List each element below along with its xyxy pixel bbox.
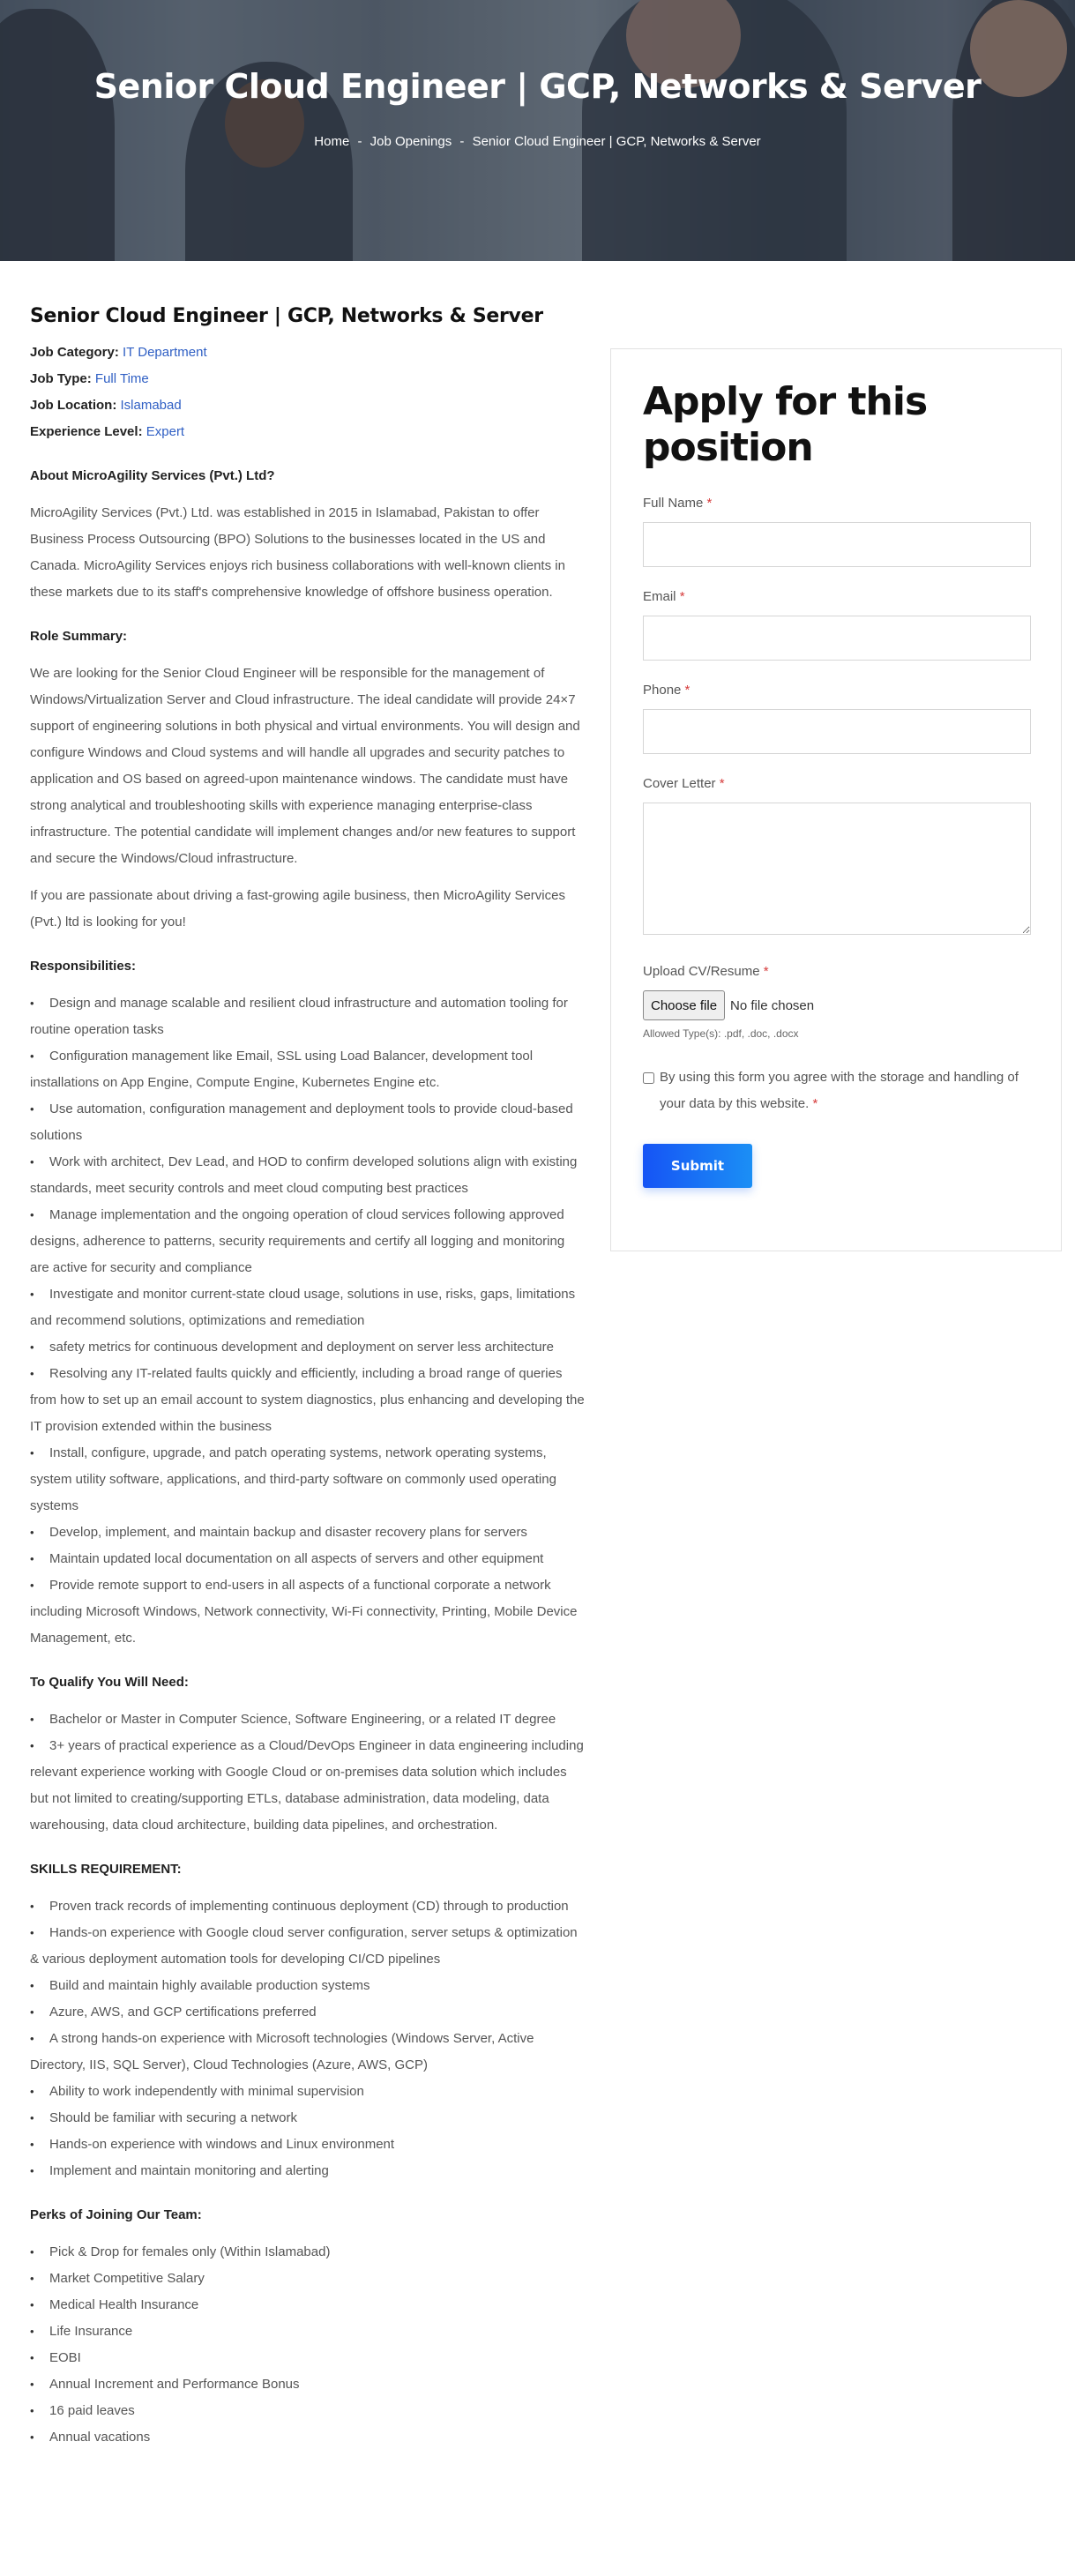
bullet-icon: • [30, 2164, 34, 2177]
job-type-label: Job Type: [30, 371, 92, 386]
list-item [30, 1920, 586, 1973]
qualifications-heading: To Qualify You Will Need: [30, 1675, 189, 1690]
list-item-text: EOBI [49, 2350, 81, 2365]
full-name-label-text: Full Name [643, 496, 704, 511]
breadcrumb-separator: - [357, 134, 362, 149]
bullet-icon: • [30, 2138, 34, 2151]
list-item [30, 1999, 586, 2026]
consent-text: By using this form you agree with the storage and handling of your data by this website. [660, 1070, 1019, 1111]
consent-text-wrap [660, 1064, 1029, 1117]
required-mark: * [763, 964, 769, 979]
bullet-icon: • [30, 1579, 34, 1592]
list-item [30, 1519, 586, 1546]
list-item [30, 1043, 586, 1096]
bullet-icon: • [30, 1526, 34, 1539]
list-item-text: Install, configure, upgrade, and patch operating systems, network operating systems, system utility software, applications, and third-party software on commonly used operating systems [30, 1445, 556, 1513]
job-type [30, 366, 586, 392]
list-item-text: 16 paid leaves [49, 2403, 135, 2418]
upload-cv-label-text: Upload CV/Resume [643, 964, 760, 979]
bullet-icon: • [30, 1739, 34, 1752]
experience-level-label: Experience Level: [30, 424, 143, 439]
breadcrumb [0, 134, 1075, 149]
choose-file-button[interactable]: Choose file [643, 990, 725, 1020]
qualifications-list [30, 1706, 586, 1839]
bullet-icon: • [30, 2298, 34, 2311]
list-item [30, 2398, 586, 2424]
job-description [30, 305, 586, 2451]
bullet-icon: • [30, 1979, 34, 1992]
bullet-icon: • [30, 2430, 34, 2444]
responsibilities-list [30, 990, 586, 1652]
list-item [30, 1281, 586, 1334]
list-item-text: Build and maintain highly available production systems [49, 1978, 370, 1993]
bullet-icon: • [30, 1208, 34, 1221]
list-item-text: Proven track records of implementing continuous deployment (CD) through to production [49, 1899, 569, 1914]
job-title: Senior Cloud Engineer | GCP, Networks & Server [30, 305, 543, 327]
about-text: MicroAgility Services (Pvt.) Ltd. was established in 2015 in Islamabad, Pakistan to offer Business Process Outsourcing (BPO) Solutions to the businesses located in the US and Canada. MicroAgility Services enjoys rich business collaborations with well-known clients in these markets due to its staff's comprehensive knowledge of offshore business operation. [30, 505, 565, 600]
list-item-text: Medical Health Insurance [49, 2297, 199, 2312]
list-item-text: Ability to work independently with minimal supervision [49, 2084, 364, 2099]
list-item [30, 2345, 586, 2371]
required-mark: * [706, 496, 713, 511]
list-item [30, 990, 586, 1043]
bullet-icon: • [30, 2404, 34, 2417]
role-summary-text: We are looking for the Senior Cloud Engineer will be responsible for the management of Windows/Virtualization Server and Cloud infrastructure. The ideal candidate will provide 24×7 support of engineering solutions in both physical and virtual environments. You will design and configure Windows and Cloud systems and will handle all upgrades and security patches to application and OS based on agreed-upon maintenance windows. The candidate must have strong analytical and troubleshooting skills with experience managing enterprise-class infrastructure. The potential candidate will implement changes and/or new features to support and secure the Windows/Cloud infrastructure. [30, 666, 580, 866]
list-item-text: Work with architect, Dev Lead, and HOD to confirm developed solutions align with existing standards, meet security controls and meet cloud computing best practices [30, 1154, 578, 1196]
job-category-label: Job Category: [30, 345, 119, 360]
email-label [643, 589, 1029, 604]
full-name-input[interactable] [643, 522, 1031, 567]
list-item [30, 2105, 586, 2132]
bullet-icon: • [30, 1900, 34, 1913]
experience-level [30, 419, 586, 445]
required-mark: * [812, 1096, 818, 1111]
list-item [30, 1361, 586, 1440]
bullet-icon: • [30, 1713, 34, 1726]
skills-list [30, 1893, 586, 2184]
list-item [30, 1572, 586, 1652]
list-item-text: 3+ years of practical experience as a Cloud/DevOps Engineer in data engineering including relevant experience working with Google Cloud or on-premises data solution which includes but not limited to creating/supporting ETLs, database administration, data modeling, data warehousing, data cloud architecture, building data pipelines, and orchestration. [30, 1738, 584, 1833]
phone-label-text: Phone [643, 683, 682, 698]
list-item [30, 1334, 586, 1361]
breadcrumb-current: Senior Cloud Engineer | GCP, Networks & Server [472, 134, 761, 149]
list-item [30, 2424, 586, 2451]
bullet-icon: • [30, 2351, 34, 2364]
bullet-icon: • [30, 2005, 34, 2019]
required-mark: * [684, 683, 691, 698]
list-item-text: Maintain updated local documentation on all aspects of servers and other equipment [49, 1551, 544, 1566]
list-item-text: Annual vacations [49, 2430, 151, 2445]
bullet-icon: • [30, 2272, 34, 2285]
list-item-text: Pick & Drop for females only (Within Islamabad) [49, 2244, 331, 2259]
list-item [30, 1733, 586, 1839]
phone-input[interactable] [643, 709, 1031, 754]
experience-level-link[interactable]: Expert [146, 424, 185, 439]
bullet-icon: • [30, 1367, 34, 1380]
list-item [30, 1546, 586, 1572]
skills-heading: SKILLS REQUIREMENT: [30, 1862, 182, 1877]
bullet-icon: • [30, 2032, 34, 2045]
hero-title: Senior Cloud Engineer | GCP, Networks & Server [93, 67, 982, 106]
list-item-text: Market Competitive Salary [49, 2271, 205, 2286]
list-item-text: Should be familiar with securing a network [49, 2110, 297, 2125]
full-name-label [643, 496, 1029, 511]
list-item [30, 1706, 586, 1733]
phone-label [643, 683, 1029, 698]
breadcrumb-separator: - [459, 134, 465, 149]
list-item [30, 2371, 586, 2398]
hero-banner [0, 0, 1075, 261]
list-item [30, 1149, 586, 1202]
email-input[interactable] [643, 616, 1031, 661]
required-mark: * [679, 589, 685, 604]
list-item [30, 2239, 586, 2266]
perks-heading: Perks of Joining Our Team: [30, 2207, 202, 2222]
list-item-text: Life Insurance [49, 2324, 133, 2339]
job-location-label: Job Location: [30, 398, 117, 413]
upload-cv-label [643, 964, 1029, 979]
file-status: No file chosen [730, 997, 815, 1013]
list-item-text: Develop, implement, and maintain backup and disaster recovery plans for servers [49, 1525, 527, 1540]
list-item-text: A strong hands-on experience with Microsoft technologies (Windows Server, Active Directory, IIS, SQL Server), Cloud Technologies (Azure, AWS, GCP) [30, 2031, 534, 2072]
breadcrumb-home[interactable]: Home [314, 134, 350, 149]
about-heading: About MicroAgility Services (Pvt.) Ltd? [30, 468, 275, 483]
list-item [30, 2026, 586, 2079]
bullet-icon: • [30, 2245, 34, 2259]
list-item [30, 2079, 586, 2105]
bullet-icon: • [30, 2325, 34, 2338]
list-item [30, 1973, 586, 1999]
passion-text: If you are passionate about driving a fast-growing agile business, then MicroAgility Services (Pvt.) ltd is looking for you! [30, 888, 565, 930]
bullet-icon: • [30, 2111, 34, 2124]
cover-letter-label [643, 776, 1029, 791]
list-item-text: Resolving any IT-related faults quickly and efficiently, including a broad range of queries from how to set up an email account to system diagnostics, plus enhancing and developing the IT provision extended within the business [30, 1366, 585, 1434]
job-category [30, 340, 586, 366]
job-location-link[interactable]: Islamabad [120, 398, 182, 413]
list-item-text: Provide remote support to end-users in all aspects of a functional corporate a network including Microsoft Windows, Network connectivity, Wi-Fi connectivity, Printing, Mobile Device Management, etc. [30, 1578, 578, 1646]
file-upload [643, 990, 1029, 1020]
role-summary-heading: Role Summary: [30, 629, 128, 644]
job-category-link[interactable]: IT Department [123, 345, 207, 360]
bullet-icon: • [30, 2085, 34, 2098]
cover-letter-textarea[interactable] [643, 803, 1031, 935]
allowed-file-types: Allowed Type(s): .pdf, .doc, .docx [643, 1027, 799, 1040]
list-item-text: Manage implementation and the ongoing operation of cloud services following approved designs, adherence to patterns, security requirements and certify all logging and monitoring are active for security and compliance [30, 1207, 565, 1275]
job-meta [30, 340, 586, 445]
bullet-icon: • [30, 1552, 34, 1565]
bullet-icon: • [30, 1049, 34, 1063]
consent-checkbox[interactable] [643, 1072, 654, 1084]
bullet-icon: • [30, 1155, 34, 1169]
list-item-text: Bachelor or Master in Computer Science, Software Engineering, or a related IT degree [49, 1712, 556, 1727]
list-item [30, 2292, 586, 2318]
list-item-text: Annual Increment and Performance Bonus [49, 2377, 300, 2392]
bullet-icon: • [30, 1926, 34, 1939]
bullet-icon: • [30, 2378, 34, 2391]
required-mark: * [719, 776, 725, 791]
bullet-icon: • [30, 1102, 34, 1116]
submit-button[interactable]: Submit [643, 1144, 752, 1188]
hero-overlay [0, 0, 1075, 261]
bullet-icon: • [30, 997, 34, 1010]
list-item-text: Use automation, configuration management and deployment tools to provide cloud-based solutions [30, 1101, 573, 1143]
list-item-text: Hands-on experience with windows and Linux environment [49, 2137, 395, 2152]
bullet-icon: • [30, 1446, 34, 1460]
list-item-text: Configuration management like Email, SSL using Load Balancer, development tool installations on App Engine, Compute Engine, Kubernetes Engine etc. [30, 1049, 534, 1090]
list-item [30, 2318, 586, 2345]
bullet-icon: • [30, 1340, 34, 1354]
job-type-link[interactable]: Full Time [94, 371, 149, 386]
list-item [30, 2266, 586, 2292]
job-location [30, 392, 586, 419]
list-item-text: Implement and maintain monitoring and alerting [49, 2163, 329, 2178]
list-item-text: Design and manage scalable and resilient cloud infrastructure and automation tooling for routine operation tasks [30, 996, 568, 1037]
list-item-text: Investigate and monitor current-state cloud usage, solutions in use, risks, gaps, limitations and recommend solutions, optimizations and remediation [30, 1287, 576, 1328]
email-label-text: Email [643, 589, 676, 604]
responsibilities-heading: Responsibilities: [30, 959, 137, 974]
list-item-text: safety metrics for continuous development and deployment on server less architecture [49, 1340, 554, 1355]
breadcrumb-job-openings[interactable]: Job Openings [370, 134, 452, 149]
list-item [30, 1893, 586, 1920]
list-item-text: Hands-on experience with Google cloud server configuration, server setups & optimization & various deployment automation tools for developing CI/CD pipelines [30, 1925, 578, 1967]
bullet-icon: • [30, 1288, 34, 1301]
perks-list [30, 2239, 586, 2451]
list-item [30, 1440, 586, 1519]
cover-letter-label-text: Cover Letter [643, 776, 716, 791]
list-item [30, 1096, 586, 1149]
list-item [30, 2132, 586, 2158]
consent-row [643, 1064, 1029, 1117]
list-item [30, 1202, 586, 1281]
list-item-text: Azure, AWS, and GCP certifications preferred [49, 2005, 317, 2020]
apply-heading: Apply for this position [643, 379, 928, 470]
apply-form [610, 348, 1062, 1251]
list-item [30, 2158, 586, 2184]
